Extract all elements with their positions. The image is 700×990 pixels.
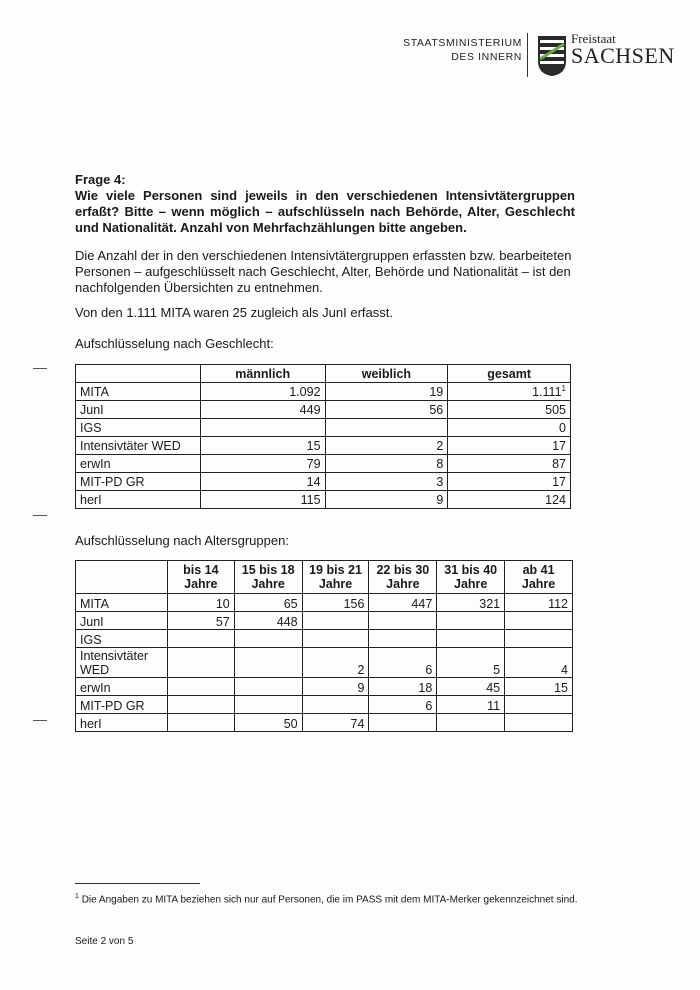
table-header-cell: [76, 561, 168, 594]
question-label: Frage 4:: [75, 172, 126, 187]
table-cell: [448, 473, 571, 491]
row-label: Intensivtäter WED: [76, 648, 168, 678]
table-row: [76, 455, 571, 473]
header-line-1: ab 41: [522, 563, 555, 577]
table-cell: [448, 437, 571, 455]
cell-value: 56: [429, 402, 444, 417]
table-cell: 2: [302, 648, 369, 678]
caption-gender: Aufschlüsselung nach Geschlecht:: [75, 336, 274, 351]
cell-value: JunI: [80, 402, 104, 417]
table-cell: 448: [234, 612, 302, 630]
age-table: [75, 560, 573, 732]
header-line-2: Jahre: [454, 577, 488, 591]
table-cell: 9: [302, 678, 369, 696]
table-cell: 74: [302, 714, 369, 732]
row-label: [76, 419, 201, 437]
table-cell: [234, 696, 302, 714]
ministry-line-1: STAATSMINISTERIUM: [403, 37, 522, 49]
table-cell: 15: [505, 678, 573, 696]
cell-value: 87: [552, 456, 566, 471]
table-header-cell: [302, 561, 369, 594]
cell-value: 124: [545, 492, 566, 507]
table-cell: [505, 612, 573, 630]
table-cell: [369, 714, 437, 732]
row-label: herI: [76, 714, 168, 732]
table-cell: [369, 630, 437, 648]
margin-mark: [33, 720, 47, 721]
page-number: Seite 2 von 5: [75, 936, 134, 947]
header-line-2: Jahre: [386, 577, 420, 591]
table-row: [76, 696, 573, 714]
table-header-cell: [505, 561, 573, 594]
cell-value: MITA: [80, 384, 109, 399]
table-cell: [325, 419, 448, 437]
header-line-1: 15 bis 18: [241, 563, 295, 577]
table-cell: [200, 491, 325, 509]
caption-age: Aufschlüsselung nach Altersgruppen:: [75, 533, 289, 548]
header-line-2: Jahre: [251, 577, 285, 591]
table-cell: [448, 401, 571, 419]
table-cell: [200, 401, 325, 419]
table-cell: 45: [437, 678, 505, 696]
table-cell: [437, 630, 505, 648]
row-label: erwIn: [76, 678, 168, 696]
row-label: [76, 437, 201, 455]
table-header-cell: [234, 561, 302, 594]
table-header-cell: [369, 561, 437, 594]
table-cell: [325, 437, 448, 455]
cell-value: 9: [436, 492, 444, 507]
cell-value: 14: [306, 474, 321, 489]
question-text: Wie viele Personen sind jeweils in den verschiedenen Intensivtätergruppen erfaßt? Bitte – wenn möglich – aufschlüsseln nach Behörde, Alter, Geschlecht und Nationalität. Anzahl von Mehrfachzählungen bitte angeben.: [75, 188, 575, 235]
header-line-1: 19 bis 21: [309, 563, 362, 577]
table-cell: [448, 383, 571, 401]
table-cell: [200, 473, 325, 491]
cell-value: 1.111: [532, 385, 562, 400]
table-header-row: [76, 365, 571, 383]
table-cell: 6: [369, 648, 437, 678]
row-label: [76, 401, 201, 419]
table-cell: 18: [369, 678, 437, 696]
table-cell: 65: [234, 594, 302, 612]
table-cell: [302, 696, 369, 714]
table-cell: [369, 612, 437, 630]
cell-value: 0: [559, 420, 566, 435]
cell-value: Intensivtäter WED: [80, 438, 181, 453]
table-cell: [505, 714, 573, 732]
state-name-large: SACHSEN: [571, 43, 675, 68]
table-cell: [167, 714, 234, 732]
cell-value: 505: [545, 402, 566, 417]
table-header-cell: [437, 561, 505, 594]
cell-value: erwIn: [80, 456, 111, 471]
table-row: [76, 678, 573, 696]
table-row: [76, 383, 571, 401]
cell-value: 115: [300, 492, 321, 507]
table-header-cell: gesamt: [448, 365, 571, 383]
table-row: [76, 419, 571, 437]
table-row: [76, 612, 573, 630]
table-row: [76, 594, 573, 612]
letterhead-divider: [527, 33, 528, 77]
answer-paragraph-2: Von den 1.111 MITA waren 25 zugleich als JunI erfasst.: [75, 305, 393, 320]
table-cell: 321: [437, 594, 505, 612]
row-label: MITA: [76, 594, 168, 612]
state-name-small: Freistaat: [571, 31, 616, 46]
table-cell: [325, 473, 448, 491]
table-cell: [325, 383, 448, 401]
table-header-cell: weiblich: [325, 365, 448, 383]
table-cell: 112: [505, 594, 573, 612]
cell-value: 1.092: [289, 384, 321, 399]
table-cell: [167, 696, 234, 714]
table-cell: [325, 491, 448, 509]
table-cell: 447: [369, 594, 437, 612]
table-cell: [437, 714, 505, 732]
table-cell: [302, 612, 369, 630]
table-cell: [505, 696, 573, 714]
header-line-2: Jahre: [521, 577, 556, 591]
table-cell: [448, 491, 571, 509]
row-label: [76, 383, 201, 401]
table-cell: 57: [167, 612, 234, 630]
footnote-marker: 1: [75, 893, 79, 900]
table-cell: 50: [234, 714, 302, 732]
row-label: MIT-PD GR: [76, 696, 168, 714]
cell-value: 17: [552, 474, 566, 489]
table-cell: 156: [302, 594, 369, 612]
table-cell: [200, 419, 325, 437]
table-cell: 4: [505, 648, 573, 678]
table-cell: [234, 648, 302, 678]
table-header-cell: [76, 365, 201, 383]
ministry-line-2: DES INNERN: [451, 51, 522, 63]
table-row: [76, 491, 571, 509]
table-row: [76, 714, 573, 732]
table-cell: [448, 455, 571, 473]
table-cell: 5: [437, 648, 505, 678]
table-cell: [302, 630, 369, 648]
header-line-1: 31 bis 40: [444, 563, 498, 577]
footnote-divider: [75, 883, 200, 884]
cell-value: 3: [436, 474, 444, 489]
cell-value: 2: [436, 438, 444, 453]
footnote: [75, 891, 580, 906]
table-cell: 10: [167, 594, 234, 612]
cell-value: IGS: [80, 420, 102, 435]
table-cell: [234, 630, 302, 648]
cell-value: 19: [429, 384, 444, 399]
cell-value: 79: [306, 456, 321, 471]
margin-mark: [33, 515, 47, 516]
table-cell: [200, 455, 325, 473]
table-cell: [325, 401, 448, 419]
table-cell: 6: [369, 696, 437, 714]
cell-value: herI: [80, 492, 102, 507]
table-cell: [448, 419, 571, 437]
table-cell: [167, 648, 234, 678]
question-block: [75, 172, 575, 236]
table-row: [76, 401, 571, 419]
table-header-cell: männlich: [200, 365, 325, 383]
ministry-name: [403, 36, 522, 64]
cell-value: 15: [306, 438, 321, 453]
table-cell: [505, 630, 573, 648]
answer-paragraph-1: Die Anzahl der in den verschiedenen Intensivtätergruppen erfassten bzw. bearbeiteten Personen – aufgeschlüsselt nach Geschlecht, Alter, Behörde und Nationalität – ist den nachfolgenden Übersichten zu entnehmen.: [75, 248, 572, 295]
table-cell: [200, 383, 325, 401]
table-header-cell: [167, 561, 234, 594]
gender-table: [75, 364, 571, 509]
table-row: [76, 473, 571, 491]
header-line-2: Jahre: [318, 577, 353, 591]
table-cell: 11: [437, 696, 505, 714]
table-row: [76, 437, 571, 455]
footnote-reference: 1: [561, 383, 566, 393]
table-cell: [437, 612, 505, 630]
row-label: [76, 491, 201, 509]
cell-value: 17: [552, 438, 566, 453]
saxony-coat-of-arms-icon: [537, 35, 567, 77]
header-line-1: 22 bis 30: [376, 563, 430, 577]
table-row: [76, 630, 573, 648]
row-label: IGS: [76, 630, 168, 648]
footnote-text: Die Angaben zu MITA beziehen sich nur auf Personen, die im PASS mit dem MITA-Merker gekennzeichnet sind.: [81, 894, 578, 906]
table-header-row: [76, 561, 573, 594]
table-row: [76, 648, 573, 678]
table-cell: [167, 630, 234, 648]
cell-value: 449: [299, 402, 321, 417]
table-cell: [234, 678, 302, 696]
row-label: [76, 473, 201, 491]
cell-value: 8: [436, 456, 444, 471]
table-cell: [325, 455, 448, 473]
table-cell: [200, 437, 325, 455]
row-label: [76, 455, 201, 473]
row-label: JunI: [76, 612, 168, 630]
table-cell: [167, 678, 234, 696]
cell-value: MIT-PD GR: [80, 474, 145, 489]
header-line-2: Jahre: [184, 577, 218, 591]
margin-mark: [33, 368, 47, 369]
header-line-1: bis 14: [183, 563, 219, 577]
